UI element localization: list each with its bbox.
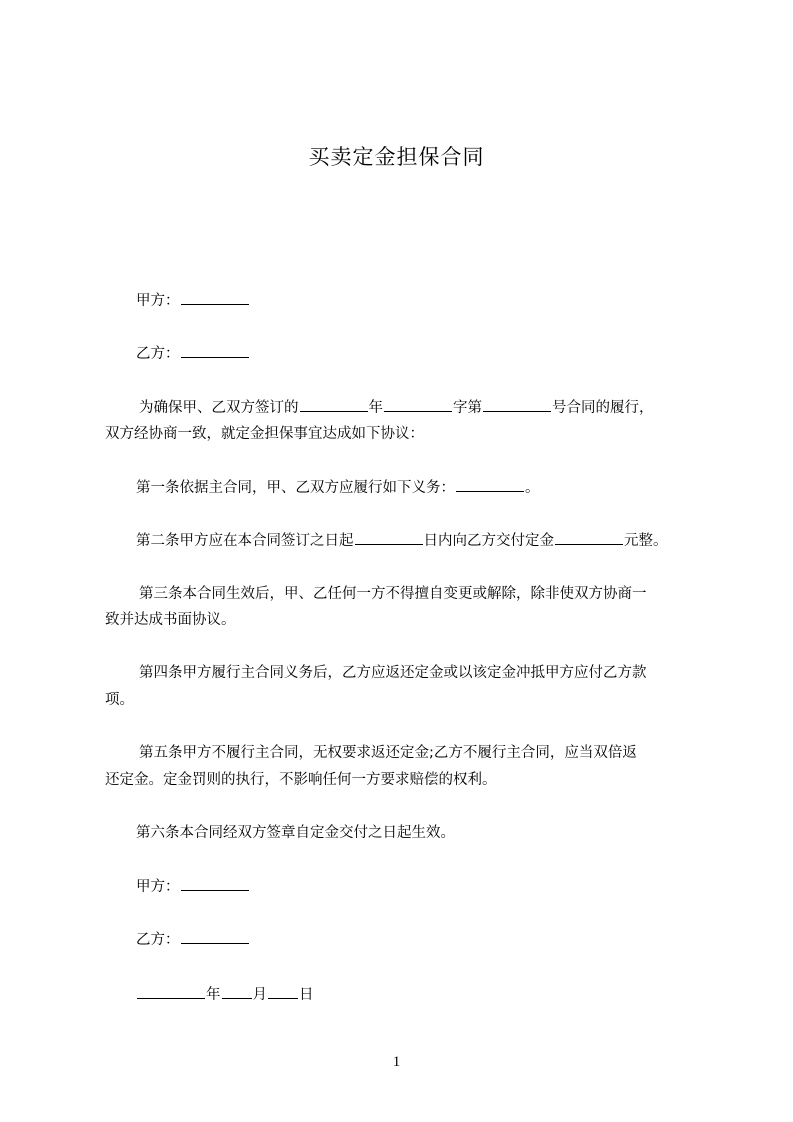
year-blank (137, 984, 205, 999)
intro-text-1: 为确保甲、乙双方签订的 (139, 400, 299, 416)
intro-line-2: 双方经协商一致，就定金担保事宜达成如下协议： (105, 426, 424, 442)
page-number: 1 (392, 1054, 401, 1070)
intro-text-4: 号合同的履行， (552, 400, 654, 416)
sign-party-a-blank (181, 876, 249, 891)
intro-text-2: 年 (368, 400, 383, 416)
article-6: 第六条本合同经双方签章自定金交付之日起生效。 (136, 825, 455, 841)
article-2 (105, 525, 736, 557)
article-1-text: 第一条依据主合同，甲、乙双方应履行如下义务： (136, 480, 455, 496)
article-2-text-3: 元整。 (624, 533, 668, 549)
date-line (105, 979, 736, 1011)
party-a-line (105, 285, 736, 317)
article-4-line-2: 项。 (105, 692, 134, 708)
day-label: 日 (299, 987, 314, 1003)
days-blank (355, 530, 423, 545)
deposit-amount-blank (555, 530, 623, 545)
document-title: 买卖定金担保合同 (308, 145, 485, 169)
obligation-blank (456, 477, 524, 492)
article-5-line-2: 还定金。定金罚则的执行，不影响任何一方要求赔偿的权利。 (105, 772, 497, 788)
sign-party-b-line (105, 924, 736, 956)
sign-party-a-label: 甲方： (136, 879, 180, 895)
party-b-line (105, 338, 736, 370)
sign-party-b-blank (181, 929, 249, 944)
month-blank (222, 984, 252, 999)
contract-date-blank (300, 397, 368, 412)
intro-text-3: 字第 (453, 400, 482, 416)
article-4-line-1: 第四条甲方履行主合同义务后，乙方应返还定金或以该定金冲抵甲方应付乙方款 (139, 665, 647, 681)
contract-number-blank (483, 397, 551, 412)
sign-party-a-line (105, 871, 736, 903)
article-3-line-1: 第三条本合同生效后，甲、乙任何一方不得擅自变更或解除，除非使双方协商一 (139, 586, 647, 602)
month-label: 月 (252, 987, 267, 1003)
party-b-blank (181, 343, 249, 358)
day-blank (268, 984, 298, 999)
article-1 (105, 472, 736, 504)
article-3-line-2: 致并达成书面协议。 (105, 612, 236, 628)
sign-party-b-label: 乙方： (136, 932, 180, 948)
article-2-text-1: 第二条甲方应在本合同签订之日起 (136, 533, 354, 549)
article-2-text-2: 日内向乙方交付定金 (423, 533, 554, 549)
article-5-line-1: 第五条甲方不履行主合同，无权要求返还定金;乙方不履行主合同，应当双倍返 (139, 745, 637, 761)
party-a-label: 甲方： (136, 293, 180, 309)
article-1-end: 。 (525, 480, 540, 496)
contract-prefix-blank (384, 397, 452, 412)
year-label: 年 (206, 987, 221, 1003)
party-a-blank (181, 290, 249, 305)
party-b-label: 乙方： (136, 346, 180, 362)
